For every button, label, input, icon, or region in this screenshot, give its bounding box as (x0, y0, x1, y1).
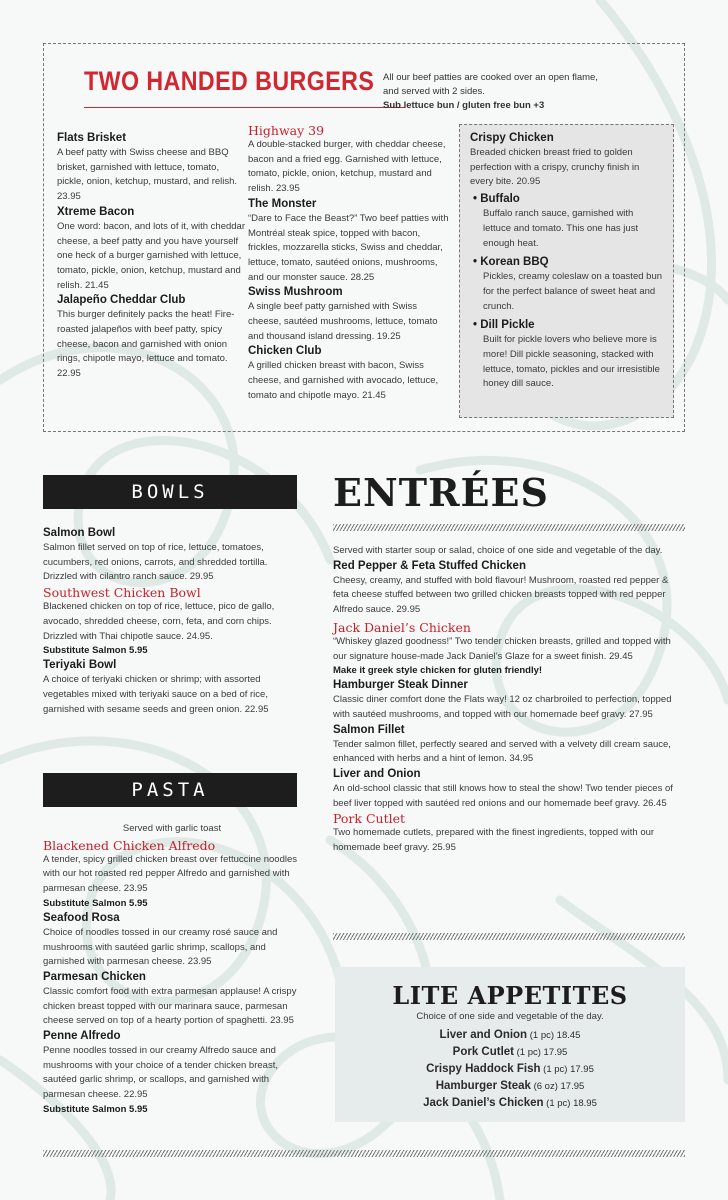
divider-hatch (333, 524, 685, 531)
crispy-chicken-box (459, 124, 674, 418)
pasta-header: PASTA (43, 773, 297, 807)
item-substitution: Substitute Salmon 5.95 (43, 1103, 148, 1115)
item-description: A beef patty with Swiss cheese and BBQ brisket, garnished with lettuce, tomato, pickle, onion, ketchup, mustard, and relish. 23.95 (57, 147, 238, 203)
crispy-variant (470, 318, 663, 392)
divider-hatch-bottom (43, 1150, 685, 1157)
variant-description: Pickles, creamy coleslaw on a toasted bun for the perfect balance of sweet heat and crunch. (483, 271, 663, 312)
item-description: A single beef patty garnished with Swiss cheese, sautéed mushrooms, lettuce, tomato and thousand island dressing. 19.25 (248, 301, 438, 342)
entrees-note: Served with starter soup or salad, choice of one side and vegetable of the day. (333, 545, 663, 556)
lite-appetites-box (335, 967, 685, 1122)
menu-item (333, 620, 685, 678)
menu-item (248, 197, 452, 286)
item-description: Blackened chicken on top of rice, lettuce, pico de gallo, avocado, shredded cheese, corn, feta, and corn chips. Drizzled with Thai chipotle sauce. 24.95. (43, 601, 275, 642)
menu-item (333, 559, 685, 618)
lite-item (335, 1095, 685, 1112)
lite-item-portion-price: (1 pc) 18.45 (527, 1029, 581, 1041)
item-description: This burger definitely packs the heat! Fire-roasted jalapeños with beef patty, spicy cheese, bacon and garnished with onion rings, chipotle mayo, lettuce and tomato. 22.95 (57, 309, 235, 380)
variant-description: Buffalo ranch sauce, garnished with lettuce and tomato. This one has just enough heat. (483, 208, 639, 249)
item-name: Southwest Chicken Bowl (43, 585, 201, 601)
burgers-title: TWO HANDED BURGERS (84, 66, 375, 96)
item-name: Xtreme Bacon (57, 205, 135, 218)
item-note: Make it greek style chicken for gluten friendly! (333, 665, 543, 677)
item-substitution: Substitute Salmon 5.95 (43, 897, 148, 909)
lite-item-name: Hamburger Steak (435, 1079, 531, 1092)
entrees-section (333, 544, 685, 856)
lite-appetites-title: LITE APPETITES (392, 981, 628, 1010)
item-description: “Whiskey glazed goodness!” Two tender chicken breasts, grilled and topped with our signature house-made Jack Daniel’s Glaze for a sweet finish. 29.45 (333, 635, 671, 662)
item-description: Penne noodles tossed in our creamy Alfredo sauce and mushrooms with your choice of a tender chicken breast, sautéed garlic shrimp, or scallops, and garnished with parmesan cheese. 22.95 (43, 1045, 278, 1101)
item-name: Seafood Rosa (43, 911, 120, 924)
lite-item (335, 1061, 685, 1078)
item-name: Jalapeño Cheddar Club (57, 294, 186, 307)
menu-item (333, 811, 685, 855)
lite-item (335, 1027, 685, 1044)
menu-item (333, 678, 685, 722)
entrees-title: ENTRÉES (333, 470, 549, 515)
variant-name: • Korean BBQ (473, 256, 549, 269)
menu-item (43, 526, 301, 585)
lite-item (335, 1078, 685, 1095)
item-name: The Monster (248, 197, 317, 210)
burgers-title-underline (84, 107, 405, 108)
burgers-column-2 (248, 123, 452, 404)
item-name: Salmon Bowl (43, 527, 116, 539)
burgers-section (43, 43, 685, 432)
burgers-intro (383, 71, 683, 113)
menu-item (43, 911, 301, 970)
menu-item (57, 205, 247, 294)
item-description: Salmon fillet served on top of rice, lettuce, tomatoes, cucumbers, red onions, carrots, and shredded tortilla. Drizzled with cilantro ranch sauce. 29.95 (43, 542, 268, 583)
item-description: A double-stacked burger, with cheddar cheese, bacon and a fried egg. Garnished with lettuce, tomato, pickle, onion, ketchup, mustard and relish. 23.95 (248, 139, 446, 195)
menu-item (43, 970, 301, 1029)
item-description: Cheesy, creamy, and stuffed with bold flavour! Mushroom, roasted red pepper & feta cheese stuffed between two grilled chicken breasts topped with red pepper Alfredo sauce. 29.95 (333, 574, 669, 616)
burgers-intro-line: All our beef patties are cooked over an open flame, (383, 72, 598, 83)
menu-item (57, 293, 247, 382)
menu-item (43, 838, 301, 911)
lite-item-name: Jack Daniel’s Chicken (423, 1096, 544, 1109)
menu-item (333, 767, 685, 811)
variant-name: • Buffalo (473, 193, 520, 206)
item-description: Breaded chicken breast fried to golden perfection with a crispy, crunchy finish in every bite. 20.95 (470, 147, 640, 188)
item-description: “Dare to Face the Beast?” Two beef patties with Montréal steak spice, topped with bacon, frickles, mozzarella sticks, Swiss and cheddar, lettuce, tomato, sautéed onions, mushrooms, and our monster sauce. 28.25 (248, 212, 449, 283)
lite-item (335, 1044, 685, 1061)
variant-description: Built for pickle lovers who believe more is more! Dill pickle seasoning, stacked with lettuce, tomato, pickles and our irresistible honey dill sauce. (483, 334, 660, 390)
item-substitution: Substitute Salmon 5.95 (43, 645, 148, 657)
lite-item-name: Liver and Onion (439, 1028, 528, 1041)
item-name: Liver and Onion (333, 768, 421, 781)
pasta-section (43, 822, 301, 1117)
item-name: Jack Daniel’s Chicken (333, 619, 471, 635)
item-name: Parmesan Chicken (43, 970, 146, 983)
item-name: Flats Brisket (57, 132, 127, 144)
item-description: Choice of noodles tossed in our creamy rosé sauce and mushrooms with sautéed garlic shrimp, scallops, and garnished with parmesan cheese. 23.95 (43, 926, 278, 968)
menu-item (43, 1029, 301, 1117)
crispy-variant (470, 192, 663, 251)
burgers-intro-line: and served with 2 sides. (383, 86, 485, 97)
menu-item (333, 723, 685, 767)
bowls-header: BOWLS (43, 475, 297, 509)
lite-item-portion-price: (1 pc) 18.95 (543, 1097, 597, 1109)
item-name: Blackened Chicken Alfredo (43, 837, 216, 853)
menu-item (248, 344, 452, 403)
pasta-note: Served with garlic toast (122, 823, 222, 834)
lite-item-name: Crispy Haddock Fish (426, 1062, 541, 1075)
item-name: Teriyaki Bowl (43, 659, 117, 672)
menu-item (43, 585, 301, 658)
item-description: An old-school classic that still knows how to steal the show! Two tender pieces of beef liver topped with sautéed red onions and our homemade beef gravy. 26.45 (333, 783, 673, 809)
item-name: Chicken Club (248, 345, 322, 358)
lite-item-portion-price: (6 oz) 17.95 (530, 1080, 585, 1092)
menu-item (248, 123, 452, 197)
item-description: A choice of teriyaki chicken or shrimp; with assorted vegetables mixed with teriyaki sauce on a bed of rice, garnished with sesame seeds and green onion. 22.95 (43, 674, 269, 715)
lite-appetites-note: Choice of one side and vegetable of the day. (416, 1011, 604, 1022)
item-description: Tender salmon fillet, perfectly seared and served with a velvety dill cream sauce, enhanced with herbs and a hint of lemon. 34.95 (333, 738, 671, 765)
item-name: Salmon Fillet (333, 723, 405, 736)
item-name: Swiss Mushroom (248, 286, 343, 299)
burgers-column-1 (57, 131, 247, 382)
lite-item-portion-price: (1 pc) 17.95 (514, 1046, 568, 1058)
lite-item-name: Pork Cutlet (452, 1045, 514, 1058)
menu-item (248, 285, 452, 344)
item-description: One word: bacon, and lots of it, with cheddar cheese, a beef patty and you have yourself one heck of a burger garnished with lettuce, tomato, pickle, onion, ketchup, mustard and relish. 21.45 (57, 220, 245, 291)
item-description: A grilled chicken breast with bacon, Swiss cheese, and garnished with avocado, lettuce, tomato and chipotle mayo. 21.45 (248, 360, 439, 401)
variant-name: • Dill Pickle (473, 319, 535, 332)
lite-item-portion-price: (1 pc) 17.95 (540, 1063, 594, 1075)
item-name: Red Pepper & Feta Stuffed Chicken (333, 559, 526, 572)
item-description: Two homemade cutlets, prepared with the finest ingredients, topped with our homemade beef gravy. 25.95 (333, 827, 655, 854)
item-name: Hamburger Steak Dinner (333, 679, 468, 692)
burgers-intro-bun-option: Sub lettuce bun / gluten free bun +3 (383, 100, 545, 111)
item-name: Penne Alfredo (43, 1030, 121, 1043)
item-description: Classic diner comfort done the Flats way! 12 oz charbroiled to perfection, topped with sautéed mushrooms, and topped with our homemade beef gravy. 27.95 (333, 694, 672, 720)
menu-item (57, 131, 247, 205)
menu-item (43, 658, 301, 717)
item-name: Pork Cutlet (333, 811, 406, 827)
item-description: Classic comfort food with extra parmesan applause! A crispy chicken breast topped with our marinara sauce, parmesan cheese served on top of a hearty portion of spaghetti. 23.95 (43, 985, 297, 1027)
bowls-section (43, 526, 301, 717)
divider-hatch (333, 933, 685, 940)
item-name: Crispy Chicken (470, 132, 554, 144)
item-description: A tender, spicy grilled chicken breast over fettuccine noodles with our hot roasted red pepper Alfredo and garnished with parmesan cheese. 23.95 (43, 853, 298, 895)
item-name: Highway 39 (248, 123, 325, 138)
crispy-variant (470, 255, 663, 314)
